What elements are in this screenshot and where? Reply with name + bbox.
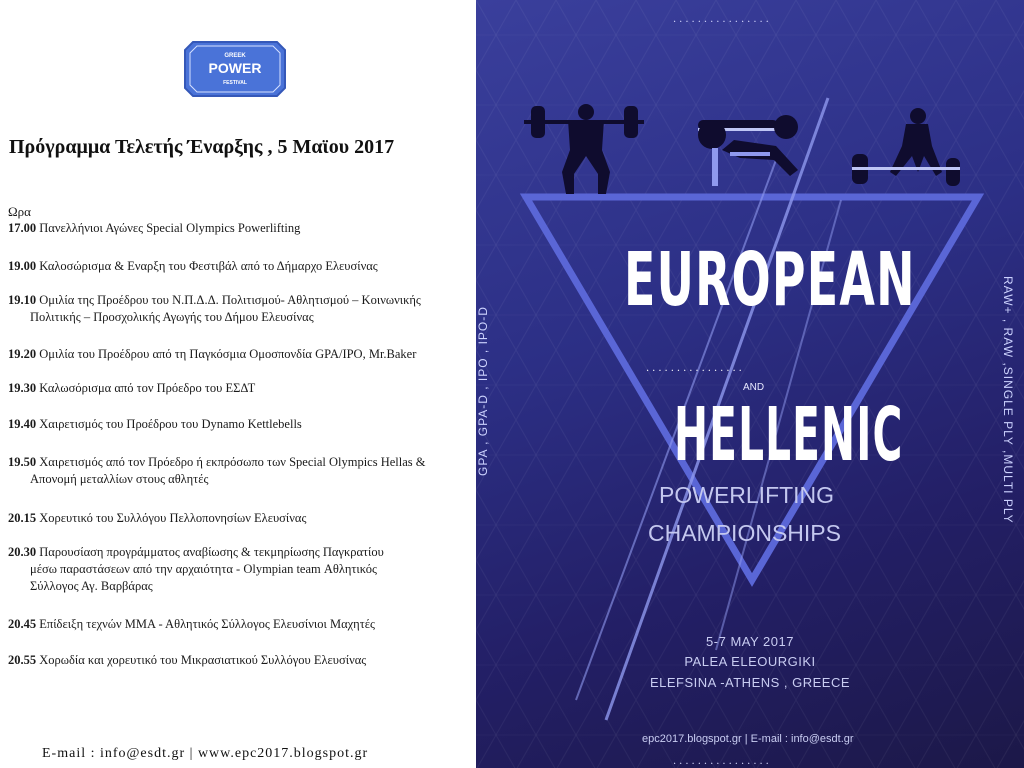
decorative-dots: ................ (673, 756, 772, 767)
schedule-time: 19.40 (8, 417, 37, 431)
poster-panel (476, 0, 1024, 768)
poster-contact: epc2017.blogspot.gr | E-mail : info@esdt.gr (642, 733, 854, 745)
schedule-text: Καλωσόρισμα από τον Πρόεδρο του ΕΣΔΤ (39, 381, 256, 395)
program-title: Πρόγραμμα Τελετής Έναρξης , 5 Μαϊου 2017 (9, 136, 395, 158)
schedule-item (8, 292, 421, 326)
title-powerlifting: POWERLIFTING (659, 482, 835, 508)
title-championships: CHAMPIONSHIPS (648, 520, 841, 546)
event-dates: 5-7 MAY 2017 (706, 634, 794, 649)
schedule-item (8, 652, 366, 669)
event-venue: PALEA ELEOURGIKI (684, 654, 816, 669)
schedule-item (8, 380, 255, 397)
hour-label: Ωρα (8, 204, 31, 219)
decorative-dots: ................ (673, 14, 772, 25)
schedule-time: 19.50 (8, 455, 37, 469)
schedule-time: 19.20 (8, 347, 37, 361)
program-panel (0, 0, 476, 768)
divisions-vertical-text: RAW+ , RAW ,SINGLE PLY ,MULTI PLY (1001, 276, 1015, 524)
schedule-text: Χορευτικό του Συλλόγου Πελλοπονησίων Ελευσίνας (39, 511, 307, 525)
title-and: AND (743, 382, 765, 393)
schedule-text: Χαιρετισμός του Προέδρου του Dynamo Kettlebells (39, 417, 302, 431)
schedule-item (8, 544, 384, 595)
schedule-text: Επίδειξη τεχνών ΜΜΑ - Αθλητικός Σύλλογος Ελευσίνιοι Μαχητές (39, 617, 375, 631)
schedule-time: 20.30 (8, 545, 37, 559)
event-city: ELEFSINA -ATHENS , GREECE (649, 675, 851, 690)
schedule-text: Ομιλία της Προέδρου του Ν.Π.Δ.Δ. Πολιτισμού- Αθλητισμού – Κοινωνικής (39, 293, 421, 307)
schedule-time: 19.10 (8, 293, 37, 307)
schedule-item (8, 510, 306, 527)
title-hellenic: HELLENIC (674, 392, 904, 478)
schedule-text-continued: Πολιτικής – Προσχολικής Αγωγής του Δήμου Ελευσίνας (30, 310, 314, 324)
schedule-text: Χαιρετισμός από τον Πρόεδρο ή εκπρόσωπο των Special Olympics Hellas & (39, 455, 426, 469)
schedule-time: 20.55 (8, 653, 37, 667)
logo-line3: FESTIVAL (223, 80, 247, 86)
greek-power-festival-logo (183, 40, 287, 98)
schedule-text: Παρουσίαση προγράμματος αναβίωσης & τεκμηρίωσης Παγκρατίου (39, 545, 384, 559)
schedule-time: 20.45 (8, 617, 37, 631)
schedule-time: 19.00 (8, 259, 37, 273)
schedule-text: Πανελλήνιοι Αγώνες Special Olympics Powerlifting (39, 221, 301, 235)
schedule-item (8, 454, 426, 488)
federations-vertical-text: GPA , GPA-D , IPO , IPO-D (476, 306, 490, 476)
contact-footer: E-mail : info@esdt.gr | www.epc2017.blogspot.gr (42, 746, 369, 761)
schedule-text-continued: Σύλλογος Αγ. Βαρβάρας (30, 579, 153, 593)
decorative-dots: ................ (646, 363, 745, 374)
schedule-time: 20.15 (8, 511, 37, 525)
schedule-text: Χορωδία και χορευτικό του Μικρασιατικού Συλλόγου Ελευσίνας (39, 653, 367, 667)
schedule-text: Ομιλία του Προέδρου από τη Παγκόσμια Ομοσπονδία GPA/IPO, Mr.Baker (39, 347, 417, 361)
schedule-item (8, 416, 302, 433)
schedule-item (8, 346, 416, 363)
schedule-text-continued: μέσω παραστάσεων από την αρχαιότητα - Olympian team Αθλητικός (30, 562, 377, 576)
title-european: EUROPEAN (624, 237, 916, 323)
schedule-item (8, 220, 300, 237)
schedule-text: Καλοσώρισμα & Εναρξη του Φεστιβάλ από το Δήμαρχο Ελευσίνας (39, 259, 378, 273)
logo-line1: GREEK (224, 53, 246, 59)
schedule-text-continued: Απονομή μεταλλίων στους αθλητές (30, 472, 209, 486)
schedule-time: 19.30 (8, 381, 37, 395)
schedule-item (8, 258, 378, 275)
schedule-time: 17.00 (8, 221, 37, 235)
logo-line2: POWER (208, 60, 262, 76)
schedule-item (8, 616, 375, 633)
